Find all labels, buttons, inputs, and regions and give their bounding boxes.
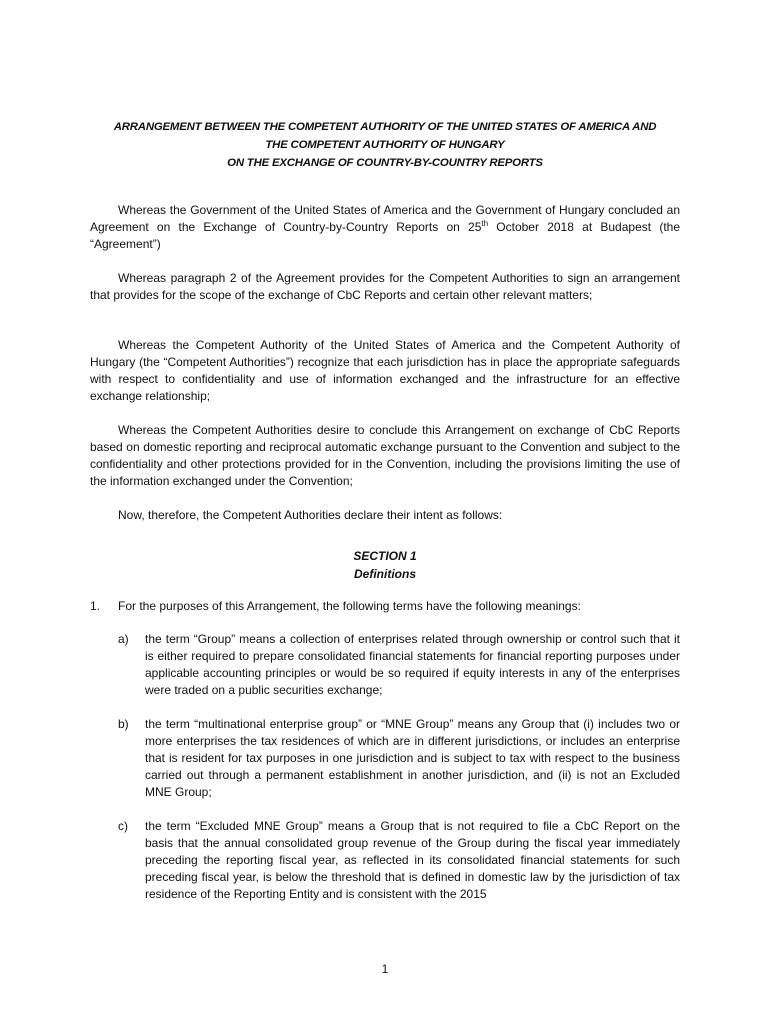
paragraph-agreement	[90, 202, 680, 253]
definition-item-b	[118, 716, 680, 801]
section-number: SECTION 1	[353, 549, 417, 563]
title-line-3: ON THE EXCHANGE OF COUNTRY-BY-COUNTRY REPORTS	[227, 157, 543, 169]
clause-number: 1.	[90, 599, 101, 613]
paragraph-agreement-text-end: October 2018 at Budapest (the “Agreement”)	[90, 220, 680, 251]
paragraph-scope: Whereas paragraph 2 of the Agreement provides for the Competent Authorities to sign an arrangement that provides for the scope of the exchange of CbC Reports and certain other relevant matters;	[90, 271, 680, 302]
date-superscript: th	[481, 219, 489, 228]
paragraph-declaration: Now, therefore, the Competent Authorities declare their intent as follows:	[118, 508, 503, 522]
section-heading	[60, 547, 710, 583]
title-line-2: THE COMPETENT AUTHORITY OF HUNGARY	[265, 139, 505, 151]
paragraph-safeguards: Whereas the Competent Authority of the United States of America and the Competent Authority of Hungary (the “Competent Authorities”) recognize that each jurisdiction has in place the appropriate safeguards with respect to confidentiality and use of information exchanged and the infrastructure for an effective exchange relationship;	[90, 338, 680, 403]
paragraph-desire: Whereas the Competent Authorities desire to conclude this Arrangement on exchange of CbC Reports based on domestic reporting and reciprocal automatic exchange pursuant to the Convention and subject to the confidentiality and other protections provided for in the Convention, including the provisions limiting the use of the information exchanged under the Convention;	[90, 423, 680, 488]
title-line-1: ARRANGEMENT BETWEEN THE COMPETENT AUTHORITY OF THE UNITED STATES OF AMERICA AND	[113, 121, 657, 133]
section-name: Definitions	[354, 567, 416, 581]
definition-item-a	[118, 631, 680, 699]
item-text: the term “Group” means a collection of enterprises related through ownership or control such that it is either required to prepare consolidated financial statements for financial reporting purposes under applicable accounting principles or would be so required if equity interests in any of the enterprises were traded on a public securities exchange;	[145, 632, 680, 697]
clause-text: For the purposes of this Arrangement, the following terms have the following meanings:	[118, 599, 581, 613]
document-title	[60, 118, 710, 172]
item-marker: a)	[118, 632, 129, 646]
item-text: the term “multinational enterprise group” or “MNE Group” means any Group that (i) includes two or more enterprises the tax residences of which are in different jurisdictions, or includes an enterprise that is resident for tax purposes in one jurisdiction and is subject to tax with respect to the business carried out through a permanent establishment in another jurisdiction, and (ii) is not an Excluded MNE Group;	[145, 717, 680, 799]
item-marker: b)	[118, 717, 129, 731]
page-number: 1	[381, 962, 389, 976]
paragraph-agreement-text: Whereas the Government of the United States of America and the Government of Hungary concluded an Agreement on the Exchange of Country-by-Country Reports on 25	[90, 203, 680, 234]
item-marker: c)	[118, 819, 128, 833]
item-text: the term “Excluded MNE Group” means a Group that is not required to file a CbC Report on the basis that the annual consolidated group revenue of the Group during the fiscal year immediately preceding the reporting fiscal year, as reflected in its consolidated financial statements for such preceding fiscal year, is below the threshold that is defined in domestic law by the jurisdiction of tax residence of the Reporting Entity and is consistent with the 2015	[145, 819, 680, 901]
definition-item-c	[118, 818, 680, 903]
